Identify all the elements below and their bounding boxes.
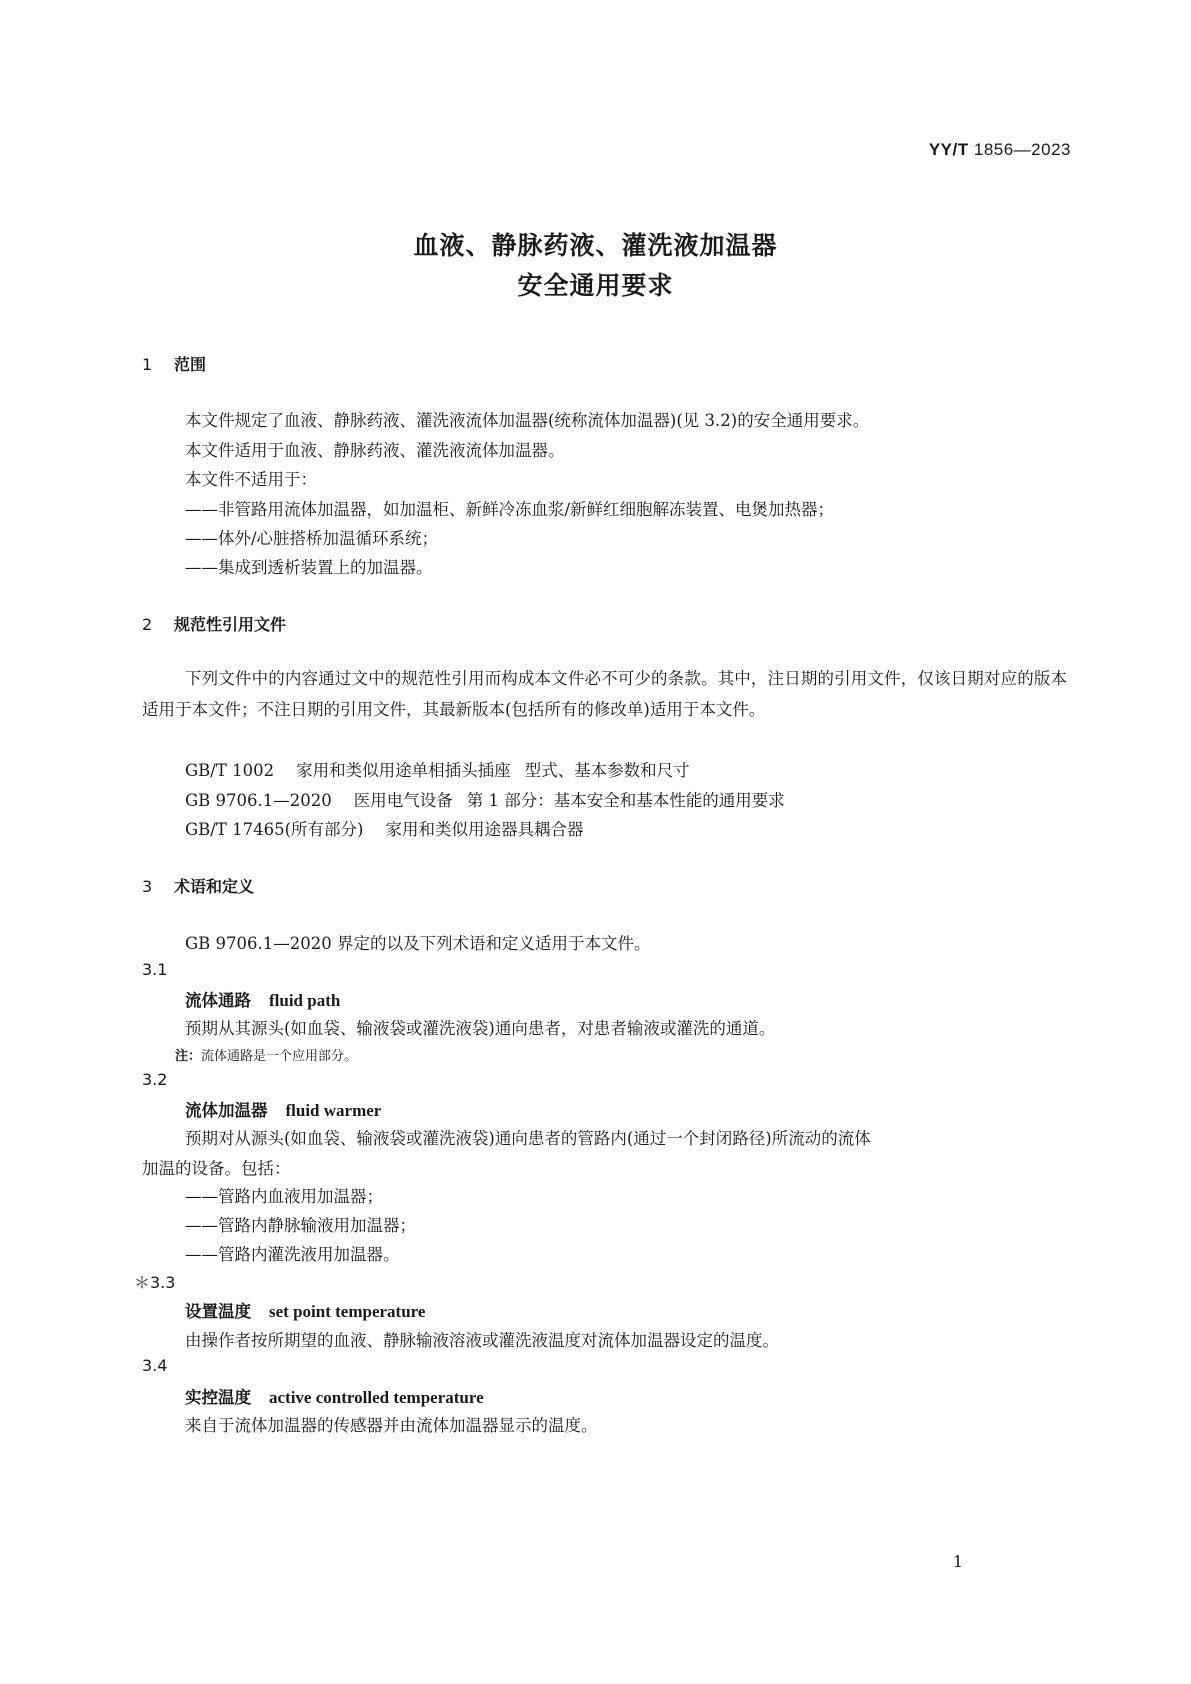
term-en: fluid warmer [285,1101,382,1120]
reference-subtitle: 第 1 部分：基本安全和基本性能的通用要求 [466,791,785,810]
section-number: 1 [142,355,153,374]
list-item: ——管路内灌洗液用加温器。 [185,1245,400,1264]
standard-code [929,140,1071,160]
reference-item [185,816,583,840]
paragraph: 下列文件中的内容通过文中的规范性引用而构成本文件必不可少的条款。其中，注日期的引用文件，仅该日期对应的版本适用于本文件；不注日期的引用文件，其最新版本(包括所有的修改单)适用于本文件。 [142,669,1067,719]
list-item: ——管路内静脉输液用加温器； [185,1216,416,1235]
list-item: ——非管路用流体加温器，如加温柜、新鲜冷冻血浆/新鲜红细胞解冻装置、电煲加热器； [185,500,835,519]
document-title-line2: 安全通用要求 [517,271,674,300]
term-definition: 预期从其源头(如血袋、输液袋或灌洗液袋)通向患者，对患者输液或灌洗的通道。 [185,1019,776,1038]
term-number: 3.1 [142,960,168,979]
term-definition: 来自于流体加温器的传感器并由流体加温器显示的温度。 [185,1416,598,1435]
note [175,1045,357,1064]
list-item: ——集成到透析装置上的加温器。 [185,558,433,577]
term-number: 3.2 [142,1070,168,1089]
paragraph: 本文件不适用于： [185,470,317,489]
term-zh: 流体加温器 [185,1101,268,1120]
paragraph: GB 9706.1—2020 界定的以及下列术语和定义适用于本文件。 [185,934,651,953]
section-number: 2 [142,615,153,634]
term-title [185,1097,381,1121]
standard-prefix: YY/T [928,140,969,159]
term-number: 3.4 [142,1356,168,1375]
term-title [185,1384,484,1408]
term-zh: 实控温度 [185,1388,251,1407]
list-item: ——管路内血液用加温器； [185,1187,383,1206]
term-title [185,1298,425,1322]
reference-code: GB/T 17465(所有部分) [185,820,364,839]
reference-title: 家用和类似用途器具耦合器 [385,820,584,839]
note-label: 注： [175,1049,202,1064]
term-definition: 预期对从源头(如血袋、输液袋或灌洗液袋)通向患者的管路内(通过一个封闭路径)所流动的流体 [185,1129,871,1148]
term-en: set point temperature [269,1302,426,1321]
page-number: 1 [952,1552,963,1571]
standard-number: 1856—2023 [973,140,1071,159]
section-1-heading [142,352,206,375]
section-title: 术语和定义 [174,877,255,896]
paragraph: 本文件适用于血液、静脉药液、灌洗液流体加温器。 [185,441,565,460]
reference-code: GB 9706.1—2020 [185,791,332,810]
reference-item [185,787,785,811]
section-3-heading [142,874,254,897]
note-text: 流体通路是一个应用部分。 [201,1049,358,1064]
term-zh: 流体通路 [185,991,251,1010]
term-definition-continued: 加温的设备。包括： [142,1159,291,1178]
reference-title: 家用和类似用途单相插头插座 [296,761,511,780]
section-title: 规范性引用文件 [174,615,287,634]
section-2-heading [142,612,286,635]
term-number: ＊3.3 [134,1273,176,1292]
term-en: fluid path [269,991,341,1010]
paragraph: 本文件规定了血液、静脉药液、灌洗液流体加温器(统称流体加温器)(见 3.2)的安全通用要求。 [185,411,870,430]
reference-title: 医用电气设备 [353,791,453,810]
term-definition: 由操作者按所期望的血液、静脉输液溶液或灌洗液温度对流体加温器设定的温度。 [185,1331,779,1350]
reference-code: GB/T 1002 [185,761,275,780]
list-item: ——体外/心脏搭桥加温循环系统； [185,529,439,548]
term-zh: 设置温度 [185,1302,251,1321]
reference-subtitle: 型式、基本参数和尺寸 [524,761,690,780]
section-title: 范围 [174,355,207,374]
section-number: 3 [142,877,153,896]
document-title-line1: 血液、静脉药液、灌洗液加温器 [413,231,778,260]
term-en: active controlled temperature [269,1388,484,1407]
reference-item [185,757,690,781]
term-title [185,987,340,1011]
